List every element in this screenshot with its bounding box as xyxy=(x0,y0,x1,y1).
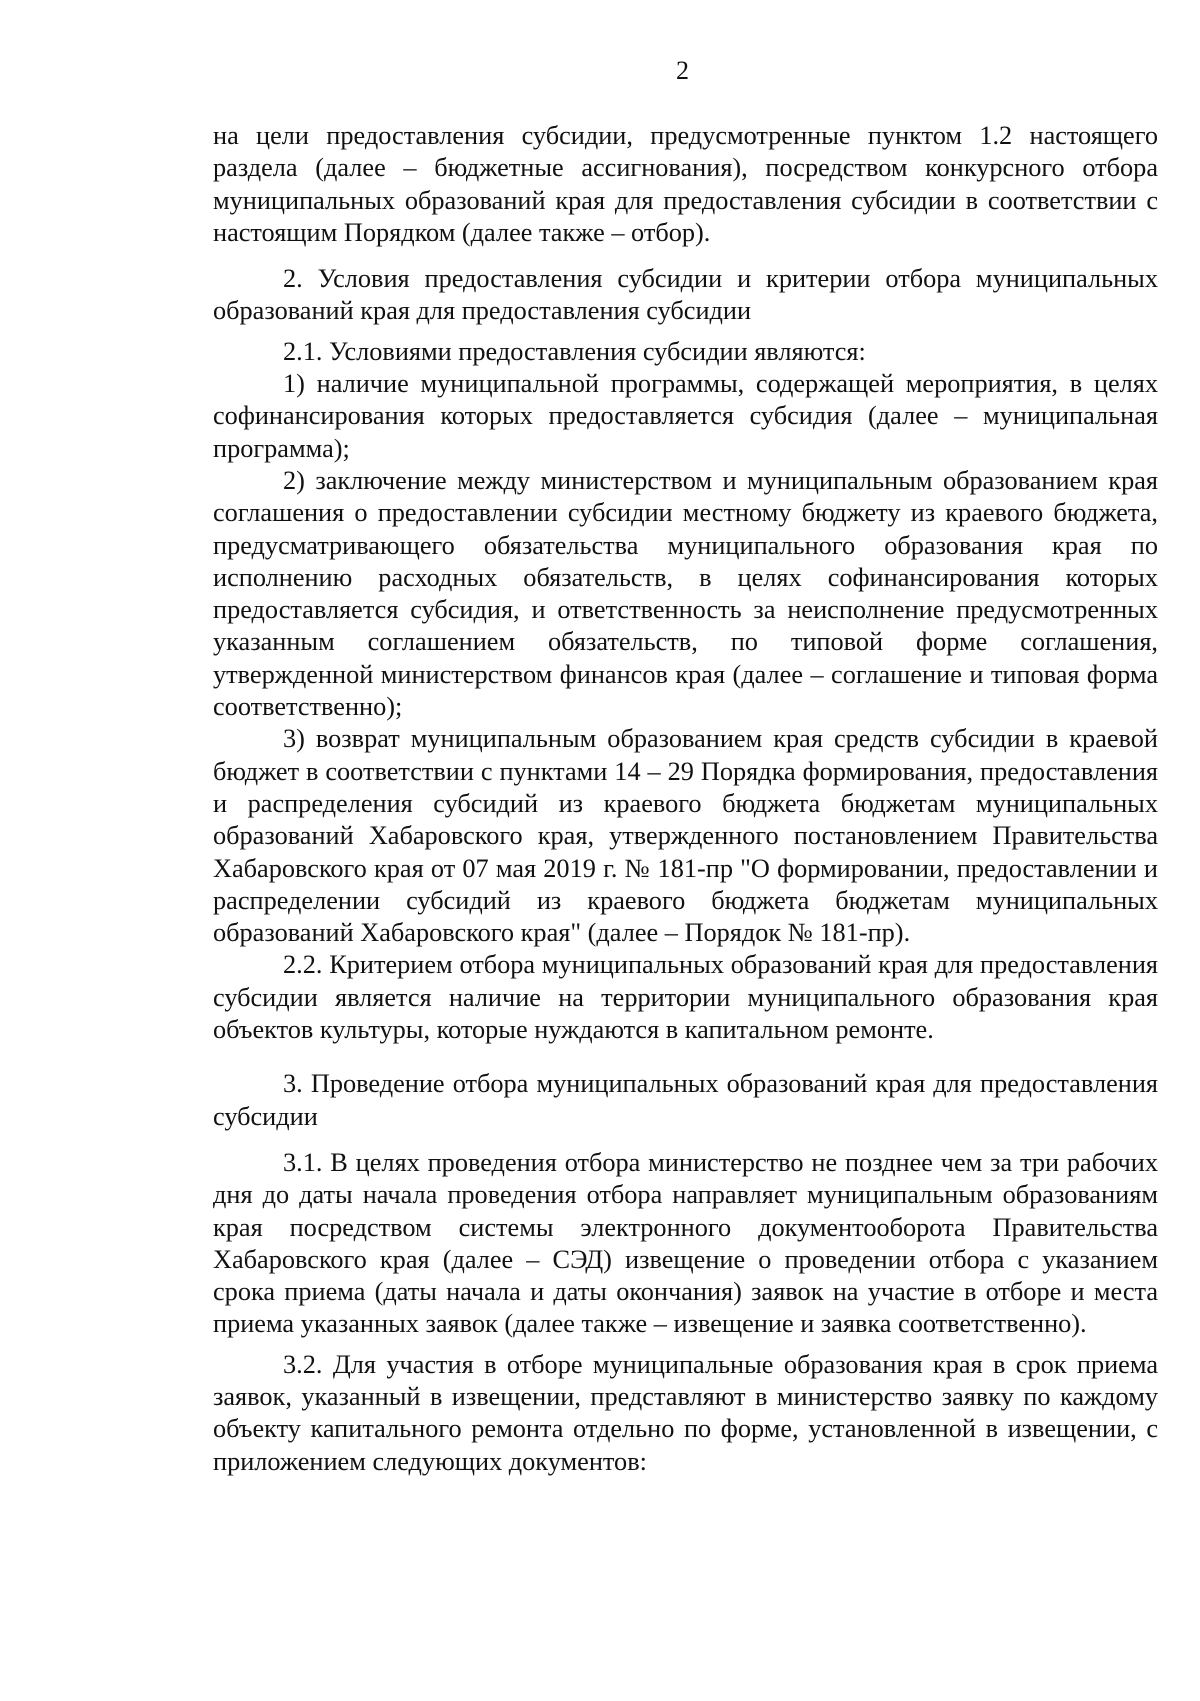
paragraph-2-2: 2.2. Критерием отбора муниципальных образований края для предоставления субсидии является наличие на территории муниципального образования края объектов культуры, которые нуждаются в капитальном ремонте. xyxy=(213,950,1158,1045)
paragraph-continuation: на цели предоставления субсидии, предусмотренные пунктом 1.2 настоящего раздела (далее – бюджетные ассигнования), посредством конкурсного отбора муниципальных образований края для предоставления субсидии в соответствии с настоящим Порядком (далее также – отбор). xyxy=(213,121,1158,247)
list-item-3: 3) возврат муниципальным образованием края средств субсидии в краевой бюджет в соответствии с пунктами 14 – 29 Порядка формирования, предоставления и распределения субсидий из краевого бюджета бюджетам муниципальных образований Хабаровского края, утвержденного постановлением Правительства Хабаровского края от 07 мая 2019 г. № 181-пр "О формировании, предоставлении и распределении субсидий из краевого бюджета бюджетам муниципальных образований Хабаровского края" (далее – Порядок № 181-пр). xyxy=(213,724,1158,948)
list-item-2: 2) заключение между министерством и муниципальным образованием края соглашения о предоставлении субсидии местному бюджету из краевого бюджета, предусматривающего обязательства муниципального образования края по исполнению расходных обязательств, в целях софинансирования которых предоставляется субсидия, и ответственность за неисполнение предусмотренных указанным соглашением обязательств, по типовой форме соглашения, утвержденной министерством финансов края (далее – соглашение и типовая форма соответственно); xyxy=(213,465,1158,722)
paragraph-3-1: 3.1. В целях проведения отбора министерство не позднее чем за три рабочих дня до даты начала проведения отбора направляет муниципальным образованиям края посредством системы электронного документооборота Правительства Хабаровского края (далее – СЭД) извещение о проведении отбора с указанием срока приема (даты начала и даты окончания) заявок на участие в отборе и места приема указанных заявок (далее также – извещение и заявка соответственно). xyxy=(213,1147,1158,1339)
section-heading-3: 3. Проведение отбора муниципальных образований края для предоставления субсидии xyxy=(213,1069,1158,1131)
section-heading-2: 2. Условия предоставления субсидии и критерии отбора муниципальных образований края для предоставления субсидии xyxy=(213,264,1158,326)
paragraph-3-2: 3.2. Для участия в отборе муниципальные образования края в срок приема заявок, указанный в извещении, представляют в министерство заявку по каждому объекту капитального ремонта отдельно по форме, установленной в извещении, с приложением следующих документов: xyxy=(213,1349,1158,1476)
list-item-1: 1) наличие муниципальной программы, содержащей мероприятия, в целях софинансирования которых предоставляется субсидия (далее – муниципальная программа); xyxy=(213,369,1158,463)
page-number: 2 xyxy=(676,56,689,85)
document-body xyxy=(213,120,1158,1478)
paragraph-2-1: 2.1. Условиями предоставления субсидии являются: xyxy=(283,336,866,366)
